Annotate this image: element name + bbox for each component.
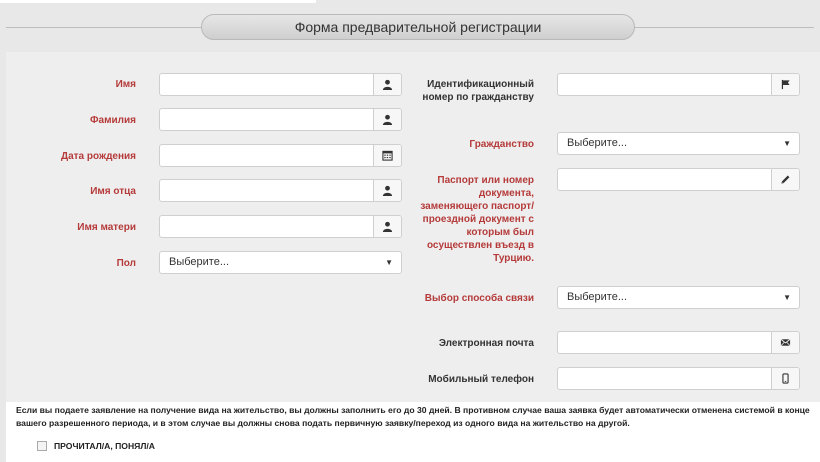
- last-name-input[interactable]: [160, 109, 373, 130]
- acknowledge-checkbox[interactable]: [37, 441, 47, 451]
- birth-date-field[interactable]: [159, 144, 402, 167]
- contact-method-selected: Выберите...: [567, 291, 628, 303]
- user-icon: [373, 74, 401, 95]
- citizenship-id-field[interactable]: [557, 73, 800, 96]
- acknowledge-label[interactable]: ПРОЧИТАЛ/А, ПОНЯЛ/А: [54, 441, 155, 451]
- birth-date-label: Дата рождения: [60, 151, 136, 162]
- citizenship-id-input[interactable]: [558, 74, 771, 95]
- user-icon: [373, 216, 401, 237]
- first-name-input[interactable]: [160, 74, 373, 95]
- mother-name-label: Имя матери: [77, 222, 136, 233]
- citizenship-select[interactable]: [557, 132, 800, 155]
- last-name-label: Фамилия: [90, 115, 136, 126]
- mother-name-input[interactable]: [160, 216, 373, 237]
- caret-down-icon: ▼: [783, 139, 791, 148]
- caret-down-icon: ▼: [385, 258, 393, 267]
- citizenship-selected: Выберите...: [567, 137, 628, 149]
- calendar-icon[interactable]: [373, 145, 401, 166]
- mother-name-field[interactable]: [159, 215, 402, 238]
- gender-selected: Выберите...: [169, 256, 230, 268]
- mobile-field[interactable]: [557, 367, 800, 390]
- last-name-field[interactable]: [159, 108, 402, 131]
- passport-field[interactable]: [557, 168, 800, 191]
- user-icon: [373, 109, 401, 130]
- flag-icon: [771, 74, 799, 95]
- contact-method-label: Выбор способа связи: [424, 293, 534, 304]
- father-name-input[interactable]: [160, 180, 373, 201]
- first-name-field[interactable]: [159, 73, 402, 96]
- caret-down-icon: ▼: [783, 293, 791, 302]
- email-label: Электронная почта: [438, 338, 534, 349]
- gender-label: Пол: [116, 258, 136, 269]
- passport-label: Паспорт или номер документа, заменяющего паспорт/ проездной документ с которым был осуществлен въезд в Турцию.: [420, 175, 534, 264]
- gender-select[interactable]: [159, 251, 402, 274]
- top-bar: [0, 0, 316, 3]
- envelope-icon: [771, 332, 799, 353]
- acknowledge-row[interactable]: [37, 441, 155, 451]
- mobile-label: Мобильный телефон: [428, 374, 534, 385]
- first-name-label: Имя: [115, 79, 136, 90]
- pencil-icon: [771, 169, 799, 190]
- father-name-field[interactable]: [159, 179, 402, 202]
- citizenship-id-label: Идентификационный номер по гражданству: [422, 79, 534, 103]
- citizenship-label: Гражданство: [469, 139, 534, 150]
- mobile-input[interactable]: [558, 368, 771, 389]
- notice-text: Если вы подаете заявление на получение вида на жительство, вы должны заполнить его до 30 дней. В противном случае ваша заявка будет автоматически отменена системой в конце вашего разрешенного периода, и в этом случае вы должны снова подать первичную заявку/переход из одного вида на жительство на другой.: [16, 405, 810, 428]
- email-input[interactable]: [558, 332, 771, 353]
- father-name-label: Имя отца: [90, 186, 136, 197]
- user-icon: [373, 180, 401, 201]
- passport-input[interactable]: [558, 169, 771, 190]
- page-title: Форма предварительной регистрации: [201, 14, 635, 40]
- birth-date-input[interactable]: [160, 145, 373, 166]
- contact-method-select[interactable]: [557, 286, 800, 309]
- email-field[interactable]: [557, 331, 800, 354]
- mobile-icon: [771, 368, 799, 389]
